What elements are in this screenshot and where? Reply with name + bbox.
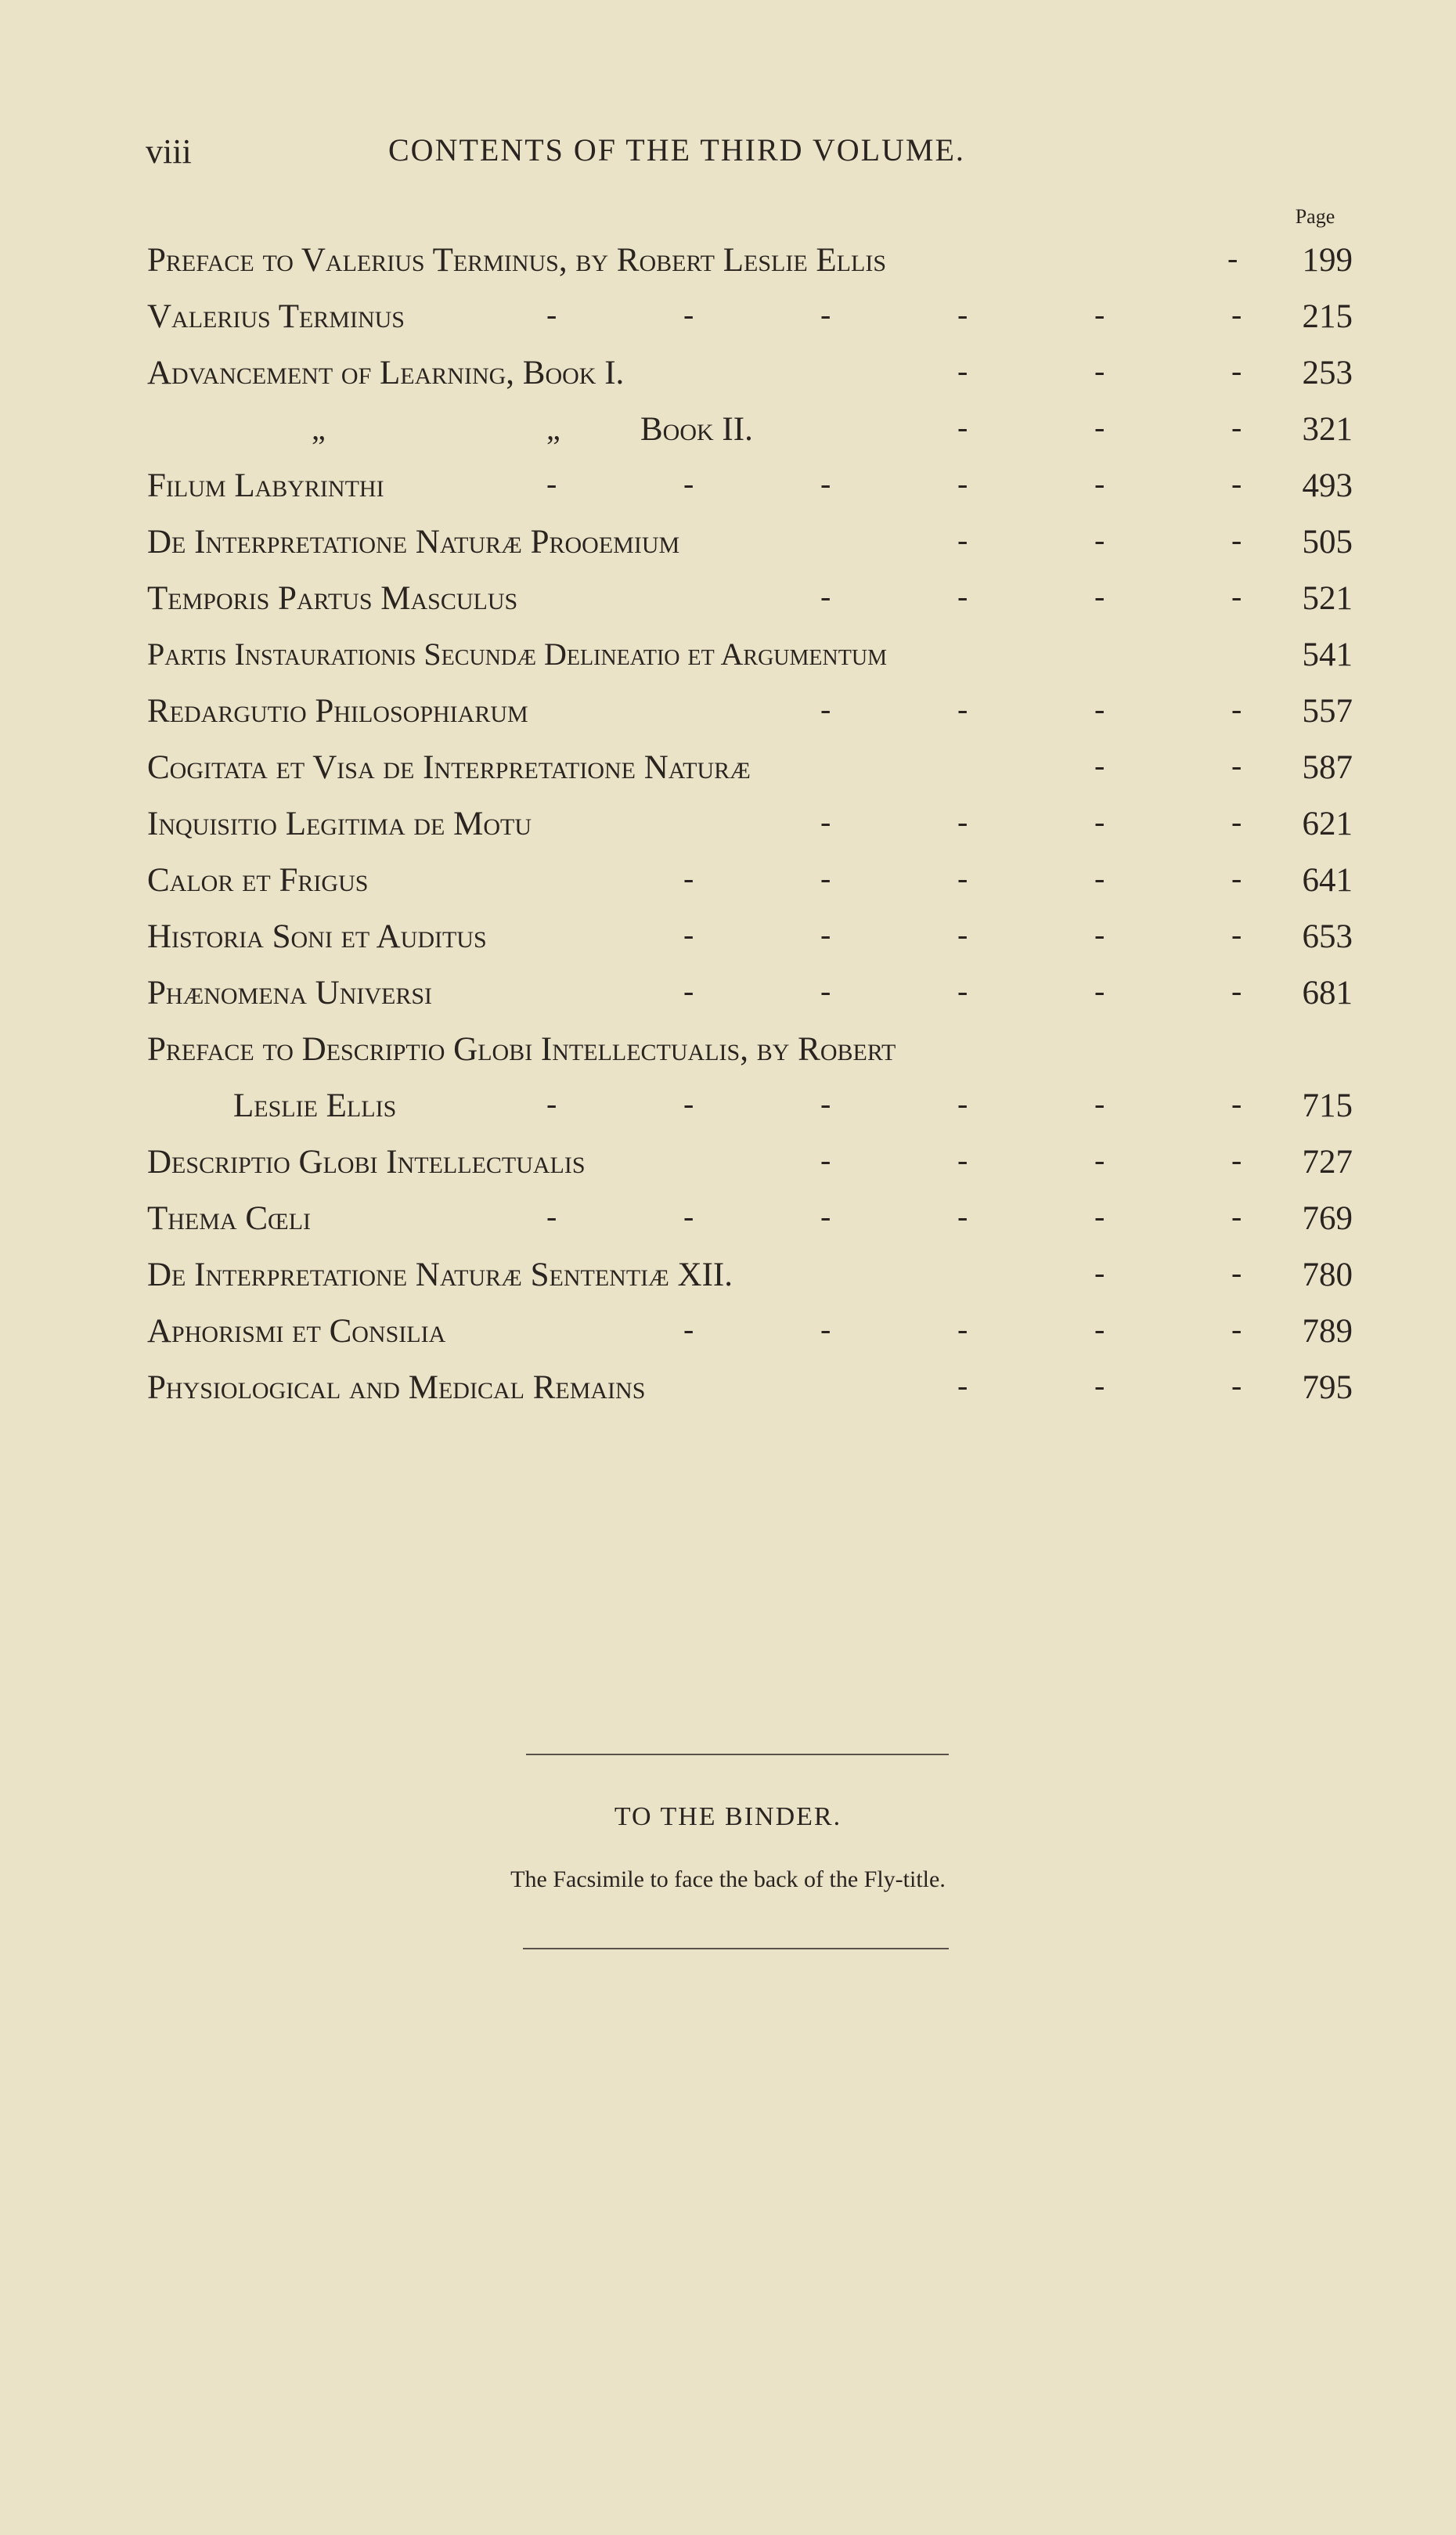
toc-entry-page: 541	[1302, 636, 1353, 673]
toc-entry-title: Calor et Frigus	[147, 862, 369, 899]
toc-entry-page: 199	[1302, 242, 1353, 279]
toc-entry	[147, 346, 1353, 402]
toc-entry	[147, 741, 1353, 797]
toc-entry-page: 641	[1302, 862, 1353, 899]
leader-dash: -	[957, 297, 968, 332]
leader-dash: -	[957, 917, 968, 952]
leader-dash: -	[1231, 804, 1242, 839]
leader-dash: -	[683, 1311, 694, 1347]
toc-entry-title: Preface to Valerius Terminus, by Robert Leslie Ellis	[147, 242, 886, 279]
leader-dash: -	[820, 1142, 831, 1177]
leader-dash: -	[957, 1311, 968, 1347]
toc-entry-page: 653	[1302, 918, 1353, 955]
leader-dash: -	[1094, 1255, 1105, 1290]
leader-dash: -	[820, 973, 831, 1008]
toc-entry	[147, 1248, 1353, 1304]
toc-entry	[147, 572, 1353, 628]
leader-dash: -	[957, 1086, 968, 1121]
page-header	[146, 132, 1351, 182]
divider-rule	[526, 1754, 949, 1755]
leader-dash: -	[957, 691, 968, 727]
leader-dash: -	[683, 917, 694, 952]
leader-dash: -	[1094, 1142, 1105, 1177]
toc-entry-title: Advancement of Learning, Book I.	[147, 355, 625, 391]
toc-entry	[147, 1361, 1353, 1417]
leader-dash: -	[683, 466, 694, 501]
toc-entry-title: Cogitata et Visa de Interpretatione Naturæ	[147, 749, 751, 786]
toc-entry	[147, 853, 1353, 910]
leader-dash: -	[957, 409, 968, 445]
leader-dash: -	[957, 1142, 968, 1177]
toc-entry	[147, 628, 1353, 684]
leader-dash: -	[1231, 1255, 1242, 1290]
leader-dash: -	[820, 579, 831, 614]
leader-dash: -	[1231, 1086, 1242, 1121]
leader-dash: -	[1094, 297, 1105, 332]
leader-dash: -	[820, 804, 831, 839]
toc-entry-title: Partis Instaurationis Secundæ Delineatio et Argumentum	[147, 636, 887, 672]
leader-dash: -	[683, 860, 694, 896]
leader-dash: -	[1231, 1368, 1242, 1403]
toc-entry-page: 727	[1302, 1144, 1353, 1181]
leader-dash: -	[683, 1086, 694, 1121]
page-column-label: Page	[1295, 205, 1335, 228]
leader-dash: -	[820, 691, 831, 727]
leader-dash: -	[1231, 973, 1242, 1008]
leader-dash: -	[1231, 522, 1242, 557]
toc-entry	[147, 290, 1353, 346]
toc-entry-page: 321	[1302, 411, 1353, 448]
ditto-mark: „	[312, 411, 326, 446]
toc-entry-page: 505	[1302, 524, 1353, 561]
binder-heading: TO THE BINDER.	[614, 1802, 842, 1831]
toc-entry-title: Phænomena Universi	[147, 975, 433, 1011]
toc-entry-title: Leslie Ellis	[233, 1087, 397, 1124]
running-title: CONTENTS OF THE THIRD VOLUME.	[388, 132, 965, 168]
leader-dash: -	[1094, 579, 1105, 614]
leader-dash: -	[820, 1311, 831, 1347]
leader-dash: -	[957, 1368, 968, 1403]
toc-entry-title: Descriptio Globi Intellectualis	[147, 1144, 586, 1181]
leader-dash: -	[957, 579, 968, 614]
leader-dash: -	[957, 466, 968, 501]
leader-dash: -	[820, 297, 831, 332]
toc-entry	[147, 684, 1353, 741]
toc-entry-page: 789	[1302, 1313, 1353, 1350]
toc-entry	[147, 910, 1353, 966]
leader-dash: -	[1231, 860, 1242, 896]
toc-entry	[147, 1304, 1353, 1361]
leader-dash: -	[1231, 1199, 1242, 1234]
toc-entry-title: De Interpretatione Naturæ Prooemium	[147, 524, 680, 561]
toc-entry	[147, 797, 1353, 853]
leader-dash: -	[1231, 748, 1242, 783]
leader-dash: -	[820, 917, 831, 952]
leader-dash: -	[1094, 973, 1105, 1008]
toc-entry-title: Historia Soni et Auditus	[147, 918, 487, 955]
leader-dash: -	[1231, 297, 1242, 332]
leader-dash: -	[957, 1199, 968, 1234]
toc-entry-title: Book II.	[640, 411, 753, 448]
binder-note: The Facsimile to face the back of the Fly-title.	[510, 1866, 946, 1892]
toc-entry-title: Filum Labyrinthi	[147, 467, 384, 504]
leader-dash: -	[1231, 691, 1242, 727]
leader-dash: -	[1094, 409, 1105, 445]
leader-dash: -	[1231, 1142, 1242, 1177]
leader-dash: -	[1094, 748, 1105, 783]
toc-entry-title: Temporis Partus Masculus	[147, 580, 518, 617]
leader-dash: -	[957, 353, 968, 388]
toc-entry-title: Redargutio Philosophiarum	[147, 693, 528, 730]
divider-rule	[523, 1948, 949, 1949]
toc-entry-page: 587	[1302, 749, 1353, 786]
toc-entry-page: 521	[1302, 580, 1353, 617]
toc-entry-page: 621	[1302, 806, 1353, 842]
leader-dash: -	[546, 1086, 557, 1121]
leader-dash: -	[957, 973, 968, 1008]
toc-entry-page: 253	[1302, 355, 1353, 391]
leader-dash: -	[546, 297, 557, 332]
leader-dash: -	[957, 860, 968, 896]
leader-dash: -	[1094, 1086, 1105, 1121]
toc-entry-title: Preface to Descriptio Globi Intellectualis, by Robert	[147, 1031, 896, 1068]
toc-entry-title: Thema Cœli	[147, 1200, 312, 1237]
leader-dash: -	[1094, 466, 1105, 501]
leader-dash: -	[1094, 691, 1105, 727]
page-number: viii	[146, 132, 192, 171]
toc-entry	[147, 1192, 1353, 1248]
leader-dash: -	[1231, 579, 1242, 614]
toc-entry-title: Physiological and Medical Remains	[147, 1369, 646, 1406]
toc-entry-page: 795	[1302, 1369, 1353, 1406]
toc-entry-page: 715	[1302, 1087, 1353, 1124]
toc-entry-title: Inquisitio Legitima de Motu	[147, 806, 532, 842]
toc-entry-title: Valerius Terminus	[147, 298, 405, 335]
toc-entry	[147, 233, 1353, 290]
leader-dash: -	[820, 1086, 831, 1121]
leader-dash: -	[957, 522, 968, 557]
leader-dash: -	[1094, 1368, 1105, 1403]
toc-entry-page: 780	[1302, 1257, 1353, 1293]
leader-dash: -	[683, 297, 694, 332]
leader-dash: -	[683, 973, 694, 1008]
leader-dash: -	[820, 466, 831, 501]
leader-dash: -	[820, 1199, 831, 1234]
toc-entry-title: De Interpretatione Naturæ Sententiæ XII.	[147, 1257, 733, 1293]
leader-dash: -	[1094, 522, 1105, 557]
leader-dash: -	[1231, 409, 1242, 445]
leader-dash: -	[820, 860, 831, 896]
leader-dash: -	[1094, 1311, 1105, 1347]
leader-dash: -	[1094, 353, 1105, 388]
leader-dash: -	[1094, 804, 1105, 839]
toc-entry	[147, 402, 1353, 459]
toc-entry-page: 215	[1302, 298, 1353, 335]
leader-dash: -	[546, 466, 557, 501]
leader-dash: -	[1094, 860, 1105, 896]
ditto-mark: „	[546, 411, 560, 446]
leader-dash: -	[1231, 466, 1242, 501]
toc-entry	[147, 966, 1353, 1022]
leader-dash: -	[683, 1199, 694, 1234]
leader-dash: -	[1231, 917, 1242, 952]
toc-entry-page: 493	[1302, 467, 1353, 504]
toc-entry	[147, 1079, 1353, 1135]
toc-entry	[147, 459, 1353, 515]
toc-entry-page: 681	[1302, 975, 1353, 1011]
toc-entry	[147, 1135, 1353, 1192]
leader-dash: -	[1094, 917, 1105, 952]
table-of-contents	[147, 233, 1353, 1417]
toc-entry-title: Aphorismi et Consilia	[147, 1313, 446, 1350]
leader-dash: -	[1227, 240, 1238, 276]
toc-entry-page: 769	[1302, 1200, 1353, 1237]
leader-dash: -	[546, 1199, 557, 1234]
leader-dash: -	[1231, 353, 1242, 388]
toc-entry	[147, 1022, 1353, 1079]
toc-entry-page: 557	[1302, 693, 1353, 730]
leader-dash: -	[1094, 1199, 1105, 1234]
leader-dash: -	[1231, 1311, 1242, 1347]
leader-dash: -	[957, 804, 968, 839]
toc-entry	[147, 515, 1353, 572]
